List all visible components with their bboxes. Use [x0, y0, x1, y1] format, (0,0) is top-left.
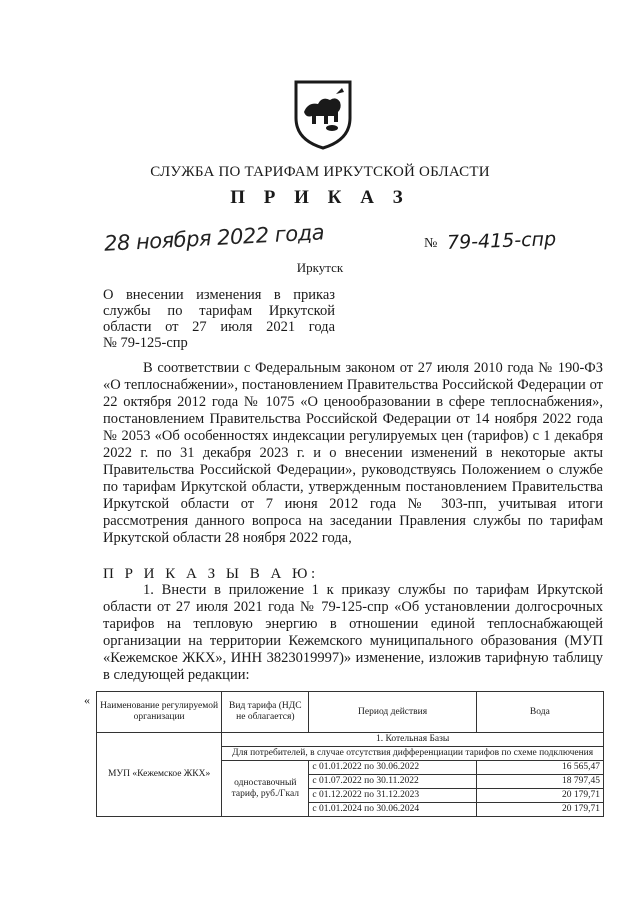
tariff-type-cell: одноставочный тариф, руб./Гкал	[222, 761, 309, 817]
value-cell: 20 179,71	[476, 789, 603, 803]
preamble	[103, 360, 603, 547]
city-name: Иркутск	[296, 260, 344, 275]
table-header-row	[97, 692, 604, 733]
header-water: Вода	[476, 692, 603, 733]
section-title: 1. Котельная Базы	[222, 733, 604, 747]
number-prefix: №	[424, 236, 438, 251]
order-word: П Р И К А З Ы В А Ю:	[103, 566, 319, 582]
period-cell: с 01.12.2022 по 31.12.2023	[309, 789, 476, 803]
value-cell: 20 179,71	[476, 803, 603, 817]
period-cell: с 01.07.2022 по 30.11.2022	[309, 775, 476, 789]
document-type-title: П Р И К А З	[230, 187, 410, 208]
value-cell: 18 797,45	[476, 775, 603, 789]
subject-text: О внесении изменения в приказ службы по тарифам Иркутской области от 27 июля 2021 года	[103, 287, 335, 335]
period-cell: с 01.01.2022 по 30.06.2022	[309, 761, 476, 775]
item-1	[103, 582, 603, 684]
period-cell: с 01.01.2024 по 30.06.2024	[309, 803, 476, 817]
header-type: Вид тарифа (НДС не облагается)	[222, 692, 309, 733]
handwritten-date: 28 ноября 2022 года	[103, 220, 325, 256]
item-1-text: 1. Внести в приложение 1 к приказу службы по тарифам Иркутской области от 27 июля 2021 года № 79-125-спр «Об установлении долгосрочных тарифов на тепловую энергию в отношении единой теплоснабжающей организации на территории Кежемского муниципального образования (МУП «Кежемское ЖКХ», ИНН 3823019997)» изменение, изложив тарифную таблицу в следующей редакции:	[103, 582, 603, 683]
opening-quote: «	[84, 693, 90, 707]
document-number	[424, 230, 556, 252]
handwritten-number: 79-415-спр	[446, 228, 557, 254]
subject-block	[103, 287, 335, 351]
agency-name: СЛУЖБА ПО ТАРИФАМ ИРКУТСКОЙ ОБЛАСТИ	[150, 164, 490, 180]
coat-of-arms-emblem	[292, 78, 354, 150]
tariff-table	[96, 691, 604, 817]
preamble-paragraph: В соответствии с Федеральным законом от 27 июля 2010 года № 190-ФЗ «О теплоснабжении», постановлением Правительства Российской Федерации от 22 октября 2012 года № 1075 «О ценообразовании в сфере теплоснабжения», постановлением Правительства Российской Федерации от 14 ноября 2022 года № 2053 «Об особенностях индексации регулируемых цен (тарифов) с 1 декабря 2022 г. по 31 декабря 2023 г. и о внесении изменений в некоторые акты Правительства Российской Федерации», руководствуясь Положением о службе по тарифам Иркутской области, утвержденным постановлением Правительства Иркутской области от 7 июня 2012 года № 303-пп, учитывая итоги рассмотрения данного вопроса на заседании Правления службы по тарифам Иркутской области 28 ноября 2022 года,	[103, 360, 603, 546]
header-org: Наименование регулируемой организации	[97, 692, 222, 733]
org-name-cell: МУП «Кежемское ЖКХ»	[97, 733, 222, 817]
table-row	[97, 733, 604, 747]
header-period: Период действия	[309, 692, 476, 733]
subject-number: № 79-125-спр	[103, 335, 188, 351]
value-cell: 16 565,47	[476, 761, 603, 775]
subsection-title: Для потребителей, в случае отсутствия дифференциации тарифов по схеме подключения	[222, 747, 604, 761]
